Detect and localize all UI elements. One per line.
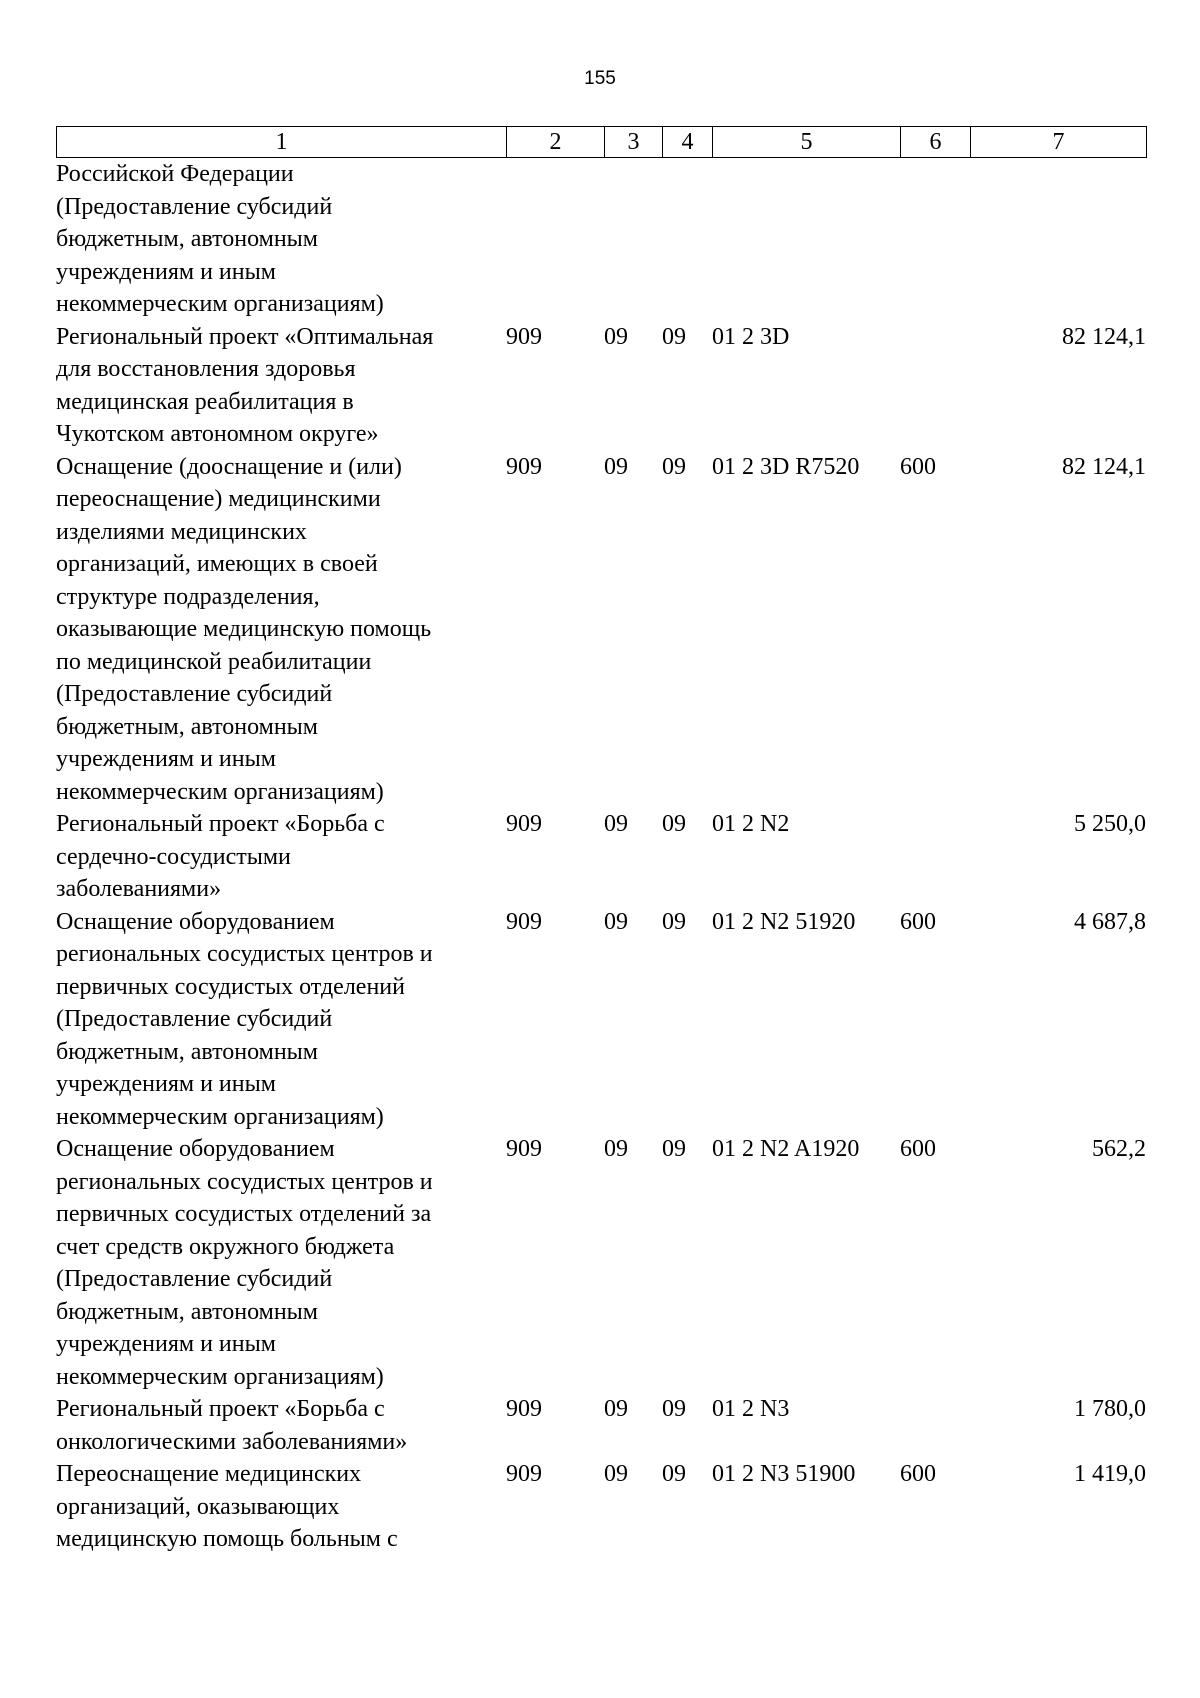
row-amount: 5 250,0 (1074, 811, 1146, 837)
budget-table (56, 126, 1146, 1556)
row-target-article (712, 158, 900, 321)
header-col-3: 3 (605, 127, 663, 158)
row-name: Российской Федерации (Предоставление субсидий бюджетным, автономным учреждениям и иным некоммерческим организациям) (56, 161, 384, 317)
row-subsection-code (662, 158, 712, 321)
row-target-article: 01 2 N2 A1920 (712, 1136, 860, 1162)
row-subsection-code: 09 (662, 908, 686, 935)
row-section-code (604, 158, 662, 321)
row-expense-type: 600 (900, 1461, 936, 1487)
row-subsection-code: 09 (662, 323, 686, 350)
row-expense-type (900, 1393, 970, 1458)
row-target-article: 01 2 3D (712, 323, 790, 350)
row-section-code: 09 (604, 453, 628, 480)
row-section-code: 09 (604, 1396, 628, 1422)
table-row (56, 808, 1146, 906)
header-col-1: 1 (57, 127, 507, 158)
header-col-4: 4 (663, 127, 713, 158)
row-section-code: 09 (604, 908, 628, 935)
row-subsection-code: 09 (662, 811, 686, 837)
row-name: Переоснащение медицинских организаций, оказывающих медицинскую помощь больным с (56, 1461, 398, 1552)
row-name: Оснащение оборудованием региональных сосудистых центров и первичных сосудистых отделений (Предоставление субсидий бюджетным, автономным учреждениям и иным некоммерческим организациям) (56, 908, 433, 1130)
table-row (56, 158, 1146, 321)
row-amount (970, 158, 1146, 321)
row-subsection-code: 09 (662, 1461, 686, 1487)
row-amount: 1 419,0 (1074, 1461, 1146, 1487)
row-section-code: 09 (604, 1461, 628, 1487)
row-target-article: 01 2 N2 51920 (712, 908, 856, 935)
row-expense-type (900, 808, 970, 906)
table-body (56, 158, 1146, 1556)
table-row (56, 451, 1146, 809)
row-subsection-code: 09 (662, 453, 686, 480)
header-col-2: 2 (507, 127, 605, 158)
row-expense-type: 600 (900, 453, 936, 480)
row-subsection-code: 09 (662, 1396, 686, 1422)
row-expense-type: 600 (900, 908, 936, 935)
header-col-7: 7 (971, 127, 1147, 158)
row-name: Оснащение (дооснащение и (или) переоснащение) медицинскими изделиями медицинских организаций, имеющих в своей структуре подразделения, оказывающие медицинскую помощь по медицинской реабилитации (Предоставление субсидий бюджетным, автономным учреждениям и иным некоммерческим организациям) (56, 453, 432, 805)
table-row (56, 1458, 1146, 1556)
page-number: 155 (584, 68, 616, 89)
row-section-code: 09 (604, 323, 628, 350)
table-row (56, 1133, 1146, 1393)
row-ministry-code: 909 (506, 1136, 542, 1162)
row-name: Региональный проект «Борьба с сердечно-сосудистыми заболеваниями» (56, 811, 385, 902)
row-amount: 1 780,0 (1074, 1396, 1146, 1422)
row-ministry-code (506, 158, 604, 321)
row-amount: 4 687,8 (1074, 908, 1146, 935)
row-name: Региональный проект «Оптимальная для восстановления здоровья медицинская реабилитация в Чукотском автономном округе» (56, 323, 434, 447)
row-expense-type (900, 321, 970, 451)
row-target-article: 01 2 3D R7520 (712, 453, 860, 480)
header-col-6: 6 (901, 127, 971, 158)
row-target-article: 01 2 N3 51900 (712, 1461, 856, 1487)
header-row (57, 127, 1147, 158)
table-row (56, 321, 1146, 451)
table-row (56, 1393, 1146, 1458)
row-name: Оснащение оборудованием региональных сосудистых центров и первичных сосудистых отделений за счет средств окружного бюджета (Предоставление субсидий бюджетным, автономным учреждениям и иным некоммерческим организациям) (56, 1136, 433, 1390)
row-expense-type: 600 (900, 1136, 936, 1162)
row-expense-type (900, 158, 970, 321)
header-col-5: 5 (713, 127, 901, 158)
row-ministry-code: 909 (506, 453, 542, 480)
row-ministry-code: 909 (506, 1396, 542, 1422)
row-ministry-code: 909 (506, 811, 542, 837)
table-header (56, 126, 1147, 158)
table-row (56, 906, 1146, 1134)
row-section-code: 09 (604, 811, 628, 837)
row-subsection-code: 09 (662, 1136, 686, 1162)
row-target-article: 01 2 N3 (712, 1396, 790, 1422)
row-section-code: 09 (604, 1136, 628, 1162)
row-name: Региональный проект «Борьба с онкологическими заболеваниями» (56, 1396, 408, 1455)
row-ministry-code: 909 (506, 323, 542, 350)
row-ministry-code: 909 (506, 908, 542, 935)
row-amount: 82 124,1 (1062, 323, 1146, 350)
row-target-article: 01 2 N2 (712, 811, 790, 837)
row-ministry-code: 909 (506, 1461, 542, 1487)
row-amount: 562,2 (1092, 1136, 1146, 1162)
row-amount: 82 124,1 (1062, 453, 1146, 480)
